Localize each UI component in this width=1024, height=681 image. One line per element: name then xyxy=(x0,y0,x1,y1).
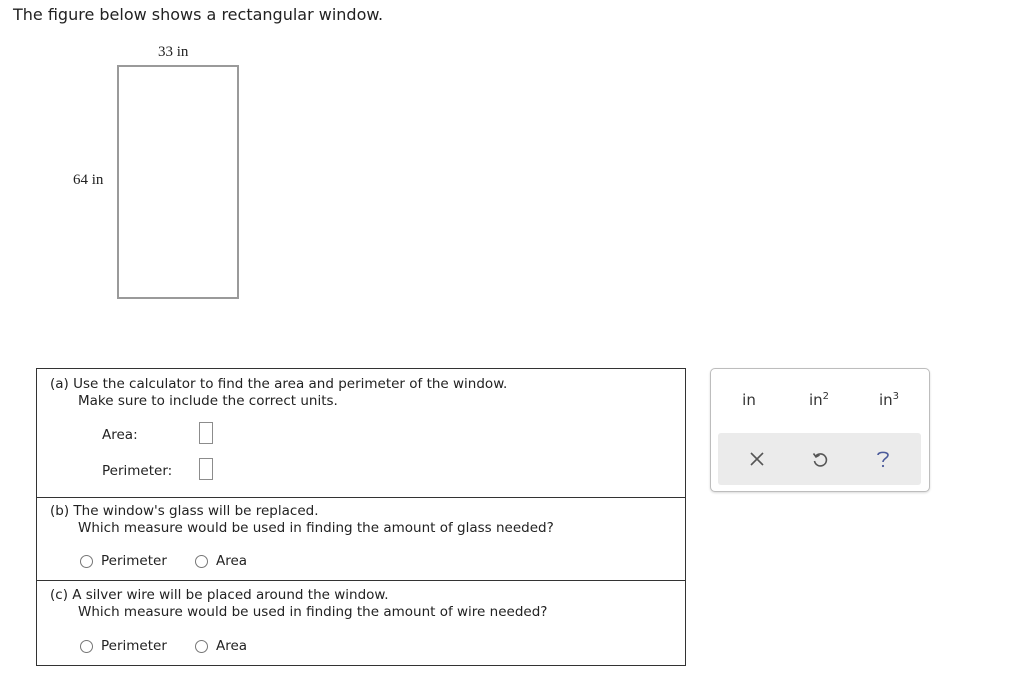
undo-icon xyxy=(811,450,829,468)
question-box xyxy=(36,368,686,666)
part-c-line1: (c) A silver wire will be placed around the window. xyxy=(50,587,389,603)
close-icon xyxy=(749,451,765,467)
window-height-label: 64 in xyxy=(73,172,104,188)
unit-in3-exponent: 3 xyxy=(892,391,900,402)
part-b-perimeter-label: Perimeter xyxy=(101,553,167,569)
help-icon xyxy=(875,449,891,469)
area-input[interactable] xyxy=(199,422,213,444)
unit-in2-button[interactable] xyxy=(794,391,844,409)
part-a-line1: (a) Use the calculator to find the area and perimeter of the window. xyxy=(50,376,508,392)
intro-text: The figure below shows a rectangular window. xyxy=(13,5,384,24)
part-b-area-label: Area xyxy=(216,553,248,569)
perimeter-label: Perimeter: xyxy=(102,463,173,479)
part-b-section xyxy=(37,498,685,581)
part-b-line1: (b) The window's glass will be replaced. xyxy=(50,503,319,519)
part-c-area-option[interactable] xyxy=(195,638,247,654)
area-label: Area: xyxy=(102,427,138,443)
window-width-label: 33 in xyxy=(158,44,189,60)
unit-in-label: in xyxy=(742,391,756,409)
clear-button[interactable] xyxy=(737,445,777,473)
part-b-area-option[interactable] xyxy=(195,553,247,569)
unit-in2-label: in xyxy=(808,391,823,409)
radio-button[interactable] xyxy=(195,640,208,653)
action-bar xyxy=(718,433,921,485)
window-rectangle-figure xyxy=(117,65,239,299)
part-b-perimeter-option[interactable] xyxy=(80,553,167,569)
part-b-line2: Which measure would be used in finding the amount of glass needed? xyxy=(78,520,554,536)
part-c-line2: Which measure would be used in finding the amount of wire needed? xyxy=(78,604,548,620)
unit-in-button[interactable] xyxy=(724,391,774,409)
radio-button[interactable] xyxy=(195,555,208,568)
radio-button[interactable] xyxy=(80,640,93,653)
radio-button[interactable] xyxy=(80,555,93,568)
part-c-section xyxy=(37,581,685,665)
undo-button[interactable] xyxy=(800,445,840,473)
unit-in3-label: in xyxy=(878,391,893,409)
unit-tool-panel xyxy=(710,368,930,492)
part-a-section xyxy=(37,369,685,498)
part-c-perimeter-label: Perimeter xyxy=(101,638,167,654)
part-c-area-label: Area xyxy=(216,638,248,654)
part-a-line2: Make sure to include the correct units. xyxy=(78,393,338,409)
perimeter-input[interactable] xyxy=(199,458,213,480)
help-button[interactable] xyxy=(863,445,903,473)
unit-in2-exponent: 2 xyxy=(822,391,830,402)
part-c-perimeter-option[interactable] xyxy=(80,638,167,654)
unit-in3-button[interactable] xyxy=(864,391,914,409)
